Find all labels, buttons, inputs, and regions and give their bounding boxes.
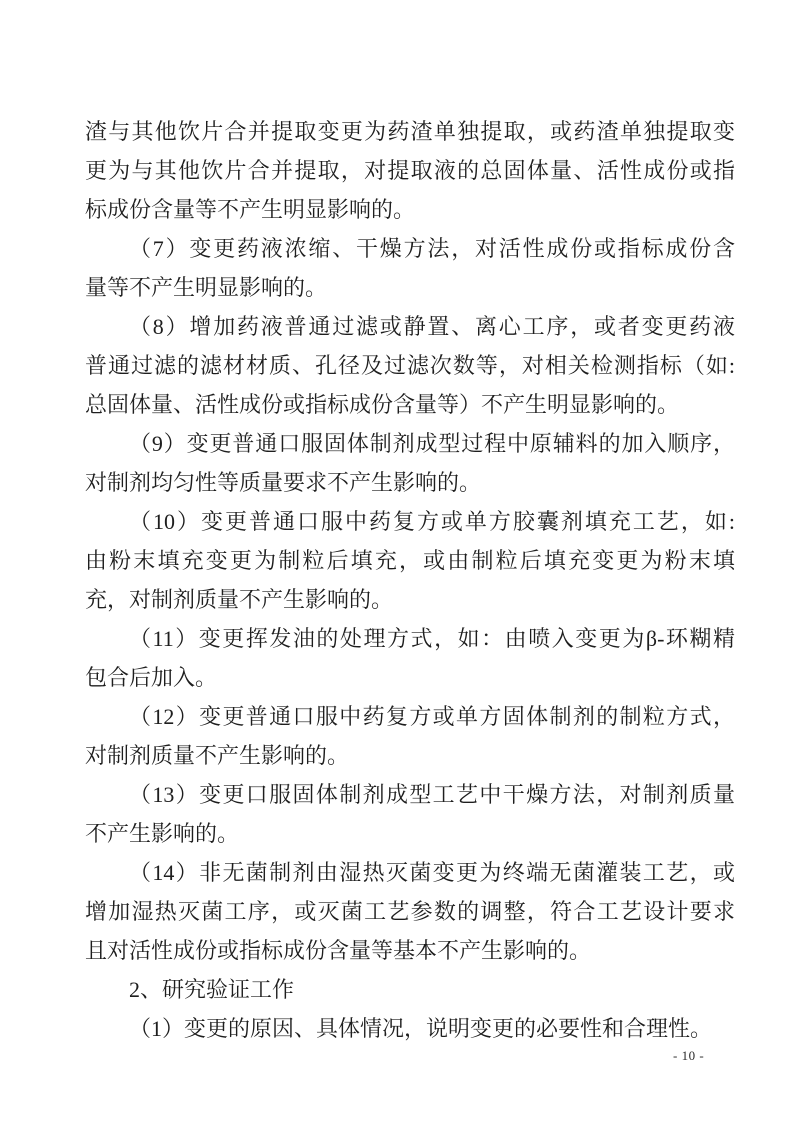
text-line: （14）非无菌制剂由湿热灭菌变更为终端无菌灌装工艺，或 [129, 860, 735, 885]
paragraph [85, 775, 735, 853]
text-line: 对制剂均匀性等质量要求不产生影响的。 [85, 470, 482, 495]
text-line: （1）变更的原因、具体情况，说明变更的必要性和合理性。 [129, 1016, 713, 1041]
text-line: 总固体量、活性成份或指标成份含量等）不产生明显影响的。 [85, 392, 680, 417]
text-line: （7）变更药液浓缩、干燥方法，对活性成份或指标成份含 [129, 236, 735, 261]
paragraph [85, 1009, 735, 1048]
text-line: 标成份含量等不产生明显影响的。 [85, 197, 416, 222]
paragraph [85, 502, 735, 619]
text-line: （9）变更普通口服固体制剂成型过程中原辅料的加入顺序， [129, 431, 735, 456]
text-line: 增加湿热灭菌工序，或灭菌工艺参数的调整，符合工艺设计要求 [85, 899, 735, 924]
text-line: 更为与其他饮片合并提取，对提取液的总固体量、活性成份或指 [85, 158, 735, 183]
text-line: 2、研究验证工作 [129, 977, 295, 1002]
paragraph [85, 697, 735, 775]
paragraph [85, 307, 735, 424]
text-line: （11）变更挥发油的处理方式，如：由喷入变更为β-环糊精 [129, 626, 735, 651]
document-body [85, 112, 735, 1048]
paragraph [85, 112, 735, 229]
text-line: 不产生影响的。 [85, 821, 240, 846]
text-line: 普通过滤的滤材材质、孔径及过滤次数等，对相关检测指标（如: [85, 353, 735, 378]
text-line: （12）变更普通口服中药复方或单方固体制剂的制粒方式， [129, 704, 735, 729]
paragraph [85, 229, 735, 307]
paragraph [85, 853, 735, 970]
paragraph [85, 424, 735, 502]
text-line: 包合后加入。 [85, 665, 218, 690]
text-line: （10）变更普通口服中药复方或单方胶囊剂填充工艺，如: [129, 509, 735, 534]
text-line: （8）增加药液普通过滤或静置、离心工序，或者变更药液 [129, 314, 735, 339]
text-line: 且对活性成份或指标成份含量等基本不产生影响的。 [85, 938, 592, 963]
paragraph [85, 619, 735, 697]
page-number: - 10 - [673, 1048, 705, 1063]
text-line: 渣与其他饮片合并提取变更为药渣单独提取，或药渣单独提取变 [85, 119, 735, 144]
text-line: 充，对制剂质量不产生影响的。 [85, 587, 394, 612]
paragraph [85, 970, 735, 1009]
text-line: 由粉末填充变更为制粒后填充，或由制粒后填充变更为粉末填 [85, 548, 735, 573]
text-line: （13）变更口服固体制剂成型工艺中干燥方法，对制剂质量 [129, 782, 735, 807]
text-line: 对制剂质量不产生影响的。 [85, 743, 350, 768]
text-line: 量等不产生明显影响的。 [85, 275, 328, 300]
